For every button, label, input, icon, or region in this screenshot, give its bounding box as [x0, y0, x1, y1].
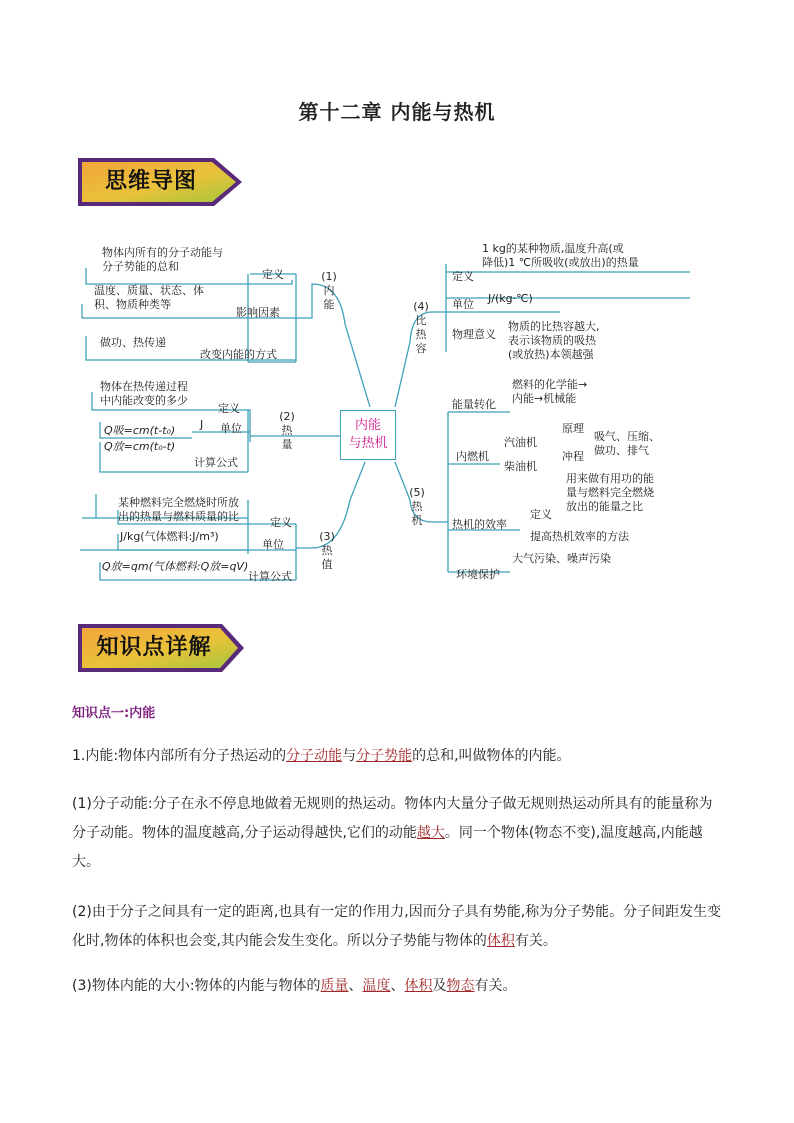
text-line: 做功、排气 [594, 444, 649, 457]
answer-blank: 质量 [320, 978, 349, 994]
n3-formula-text: Q放=qm(气体燃料:Q放=qV) [102, 560, 249, 573]
n1-factor-label: 影响因素 [236, 306, 280, 319]
n5-principle: 原理 [562, 422, 584, 435]
text-line: 吸气、压缩、 [594, 430, 660, 443]
node-2-char: 量 [281, 438, 293, 451]
section-heading: 知识点一:内能 [72, 706, 156, 721]
answer-blank: 越大 [416, 825, 445, 841]
n2-formula-1: Q吸=cm(t-t₀) [104, 424, 176, 437]
node-4-num: (4) [413, 300, 429, 313]
n2-unit-label: 单位 [220, 422, 242, 435]
knowledge-banner [76, 622, 246, 674]
node-1-num: (1) [321, 270, 337, 283]
node-3-char: 值 [321, 558, 333, 571]
mindmap-labels [0, 232, 794, 592]
center-line-2: 与热机 [348, 436, 388, 451]
n4-meaning-label: 物理意义 [452, 328, 496, 341]
n5-energy-text [512, 378, 587, 406]
text-line: 1 kg的某种物质,温度升高(或 [482, 242, 624, 255]
n5-energy-label: 能量转化 [452, 398, 496, 411]
banner-label: 思维导图 [104, 169, 197, 194]
text: (1)分子动能:分子在永不停息地做着无规则的热运动。物体内大量分子做无规则热运动所具有的能量称为分子动能。物体的温度越高,分子运动得越快,它们的动能 [72, 796, 713, 841]
text-line: 物质的比热容越大, [508, 320, 600, 333]
node-3 [316, 530, 338, 572]
n3-formula-label: 计算公式 [248, 570, 292, 583]
paragraph-1 [72, 742, 722, 771]
n5-gasoline: 汽油机 [504, 436, 537, 449]
n2-formula-2: Q放=cm(t₀-t) [104, 440, 176, 453]
answer-blank: 体积 [486, 933, 515, 949]
n5-stroke-text [594, 430, 660, 458]
node-5-char: 热 [411, 500, 423, 513]
node-5-num: (5) [409, 486, 425, 499]
text: 、 [348, 978, 363, 994]
text: (3)物体内能的大小:物体的内能与物体的 [72, 978, 321, 994]
n2-def-text [100, 380, 188, 408]
n1-def-text [102, 246, 223, 274]
page-title: 第十二章 内能与热机 [298, 100, 496, 124]
node-4-char: 容 [415, 342, 427, 355]
n4-unit-text: J/(kg·℃) [488, 292, 533, 305]
center-line-1: 内能 [354, 418, 381, 433]
text-line: 燃料的化学能→ [512, 378, 588, 391]
node-3-char: 热 [321, 544, 333, 557]
n2-unit-text: J [200, 418, 204, 431]
text-line: 分子势能的总和 [102, 260, 179, 273]
n3-def-text [118, 496, 239, 524]
node-1-char: 能 [323, 298, 335, 311]
text-line: 物体在热传递过程 [100, 380, 188, 393]
text: 1.内能:物体内部所有分子热运动的 [72, 748, 287, 764]
text-line: 量与燃料完全燃烧 [566, 486, 654, 499]
node-4-char: 热 [415, 328, 427, 341]
n2-def-label: 定义 [218, 402, 240, 415]
node-3-num: (3) [319, 530, 335, 543]
node-2 [276, 410, 298, 452]
n5-env-text: 大气污染、噪声污染 [512, 552, 611, 565]
banner-label: 知识点详解 [96, 635, 212, 660]
answer-blank: 分子动能 [286, 748, 343, 764]
n4-def-label: 定义 [452, 270, 474, 283]
node-4 [410, 300, 432, 356]
answer-blank: 物态 [446, 978, 475, 994]
text-line: 中内能改变的多少 [100, 394, 188, 407]
answer-blank: 分子势能 [356, 748, 413, 764]
n5-engine-label: 内燃机 [456, 450, 489, 463]
node-5-char: 机 [411, 514, 423, 527]
n5-eff-def-text [566, 472, 654, 514]
text-line: 温度、质量、状态、体 [94, 284, 204, 297]
n4-def-text [482, 242, 639, 270]
text-line: (或放热)本领越强 [508, 348, 594, 361]
n3-unit-label: 单位 [262, 538, 284, 551]
text-line: 某种燃料完全燃烧时所放 [118, 496, 239, 509]
text: 。同一个物体(物态不变),温度越高,内能越大。 [72, 825, 703, 870]
n5-eff-method: 提高热机效率的方法 [530, 530, 629, 543]
n1-change-label: 改变内能的方式 [200, 348, 277, 361]
answer-blank: 体积 [404, 978, 433, 994]
text: 有关。 [514, 933, 557, 949]
text-line: 内能→机械能 [512, 392, 577, 405]
n1-change-text: 做功、热传递 [100, 336, 166, 349]
n4-unit-label: 单位 [452, 298, 474, 311]
mindmap-banner [76, 156, 246, 208]
node-5 [406, 486, 428, 528]
text: (2)由于分子之间具有一定的距离,也具有一定的作用力,因而分子具有势能,称为分子势能。分子间距发生变化时,物体的体积也会变,其内能会发生变化。所以分子势能与物体的 [72, 904, 722, 949]
text-line: 放出的能量之比 [566, 500, 643, 513]
text: 及 [432, 978, 447, 994]
n5-diesel: 柴油机 [504, 460, 537, 473]
node-4-char: 比 [415, 314, 427, 327]
text-line: 用来做有用功的能 [566, 472, 654, 485]
n4-meaning-text [508, 320, 600, 362]
n1-def-label: 定义 [262, 268, 284, 281]
center-node [340, 410, 396, 460]
text: 的总和,叫做物体的内能。 [412, 748, 571, 764]
paragraph-4 [72, 972, 722, 1001]
text: 有关。 [474, 978, 517, 994]
node-1 [318, 270, 340, 312]
paragraph-3 [72, 898, 722, 956]
text-line: 物体内所有的分子动能与 [102, 246, 223, 259]
answer-blank: 温度 [362, 978, 391, 994]
n3-unit-text: J/kg(气体燃料:J/m³) [120, 530, 219, 543]
text-line: 积、物质种类等 [94, 298, 171, 311]
n5-env-label: 环境保护 [456, 568, 500, 581]
n5-eff-def-label: 定义 [530, 508, 552, 521]
text: 、 [390, 978, 405, 994]
paragraph-2 [72, 790, 722, 877]
text-line: 出的热量与燃料质量的比 [118, 510, 239, 523]
node-2-num: (2) [279, 410, 295, 423]
text-line: 表示该物质的吸热 [508, 334, 596, 347]
n3-def-label: 定义 [270, 516, 292, 529]
node-1-char: 内 [323, 284, 335, 297]
node-2-char: 热 [281, 424, 293, 437]
n5-stroke: 冲程 [562, 450, 584, 463]
n5-eff-label: 热机的效率 [452, 518, 507, 531]
text-line: 降低)1 ℃所吸收(或放出)的热量 [482, 256, 639, 269]
n1-factor-text [94, 284, 204, 312]
text: 与 [342, 748, 357, 764]
n2-formula-label: 计算公式 [194, 456, 238, 469]
